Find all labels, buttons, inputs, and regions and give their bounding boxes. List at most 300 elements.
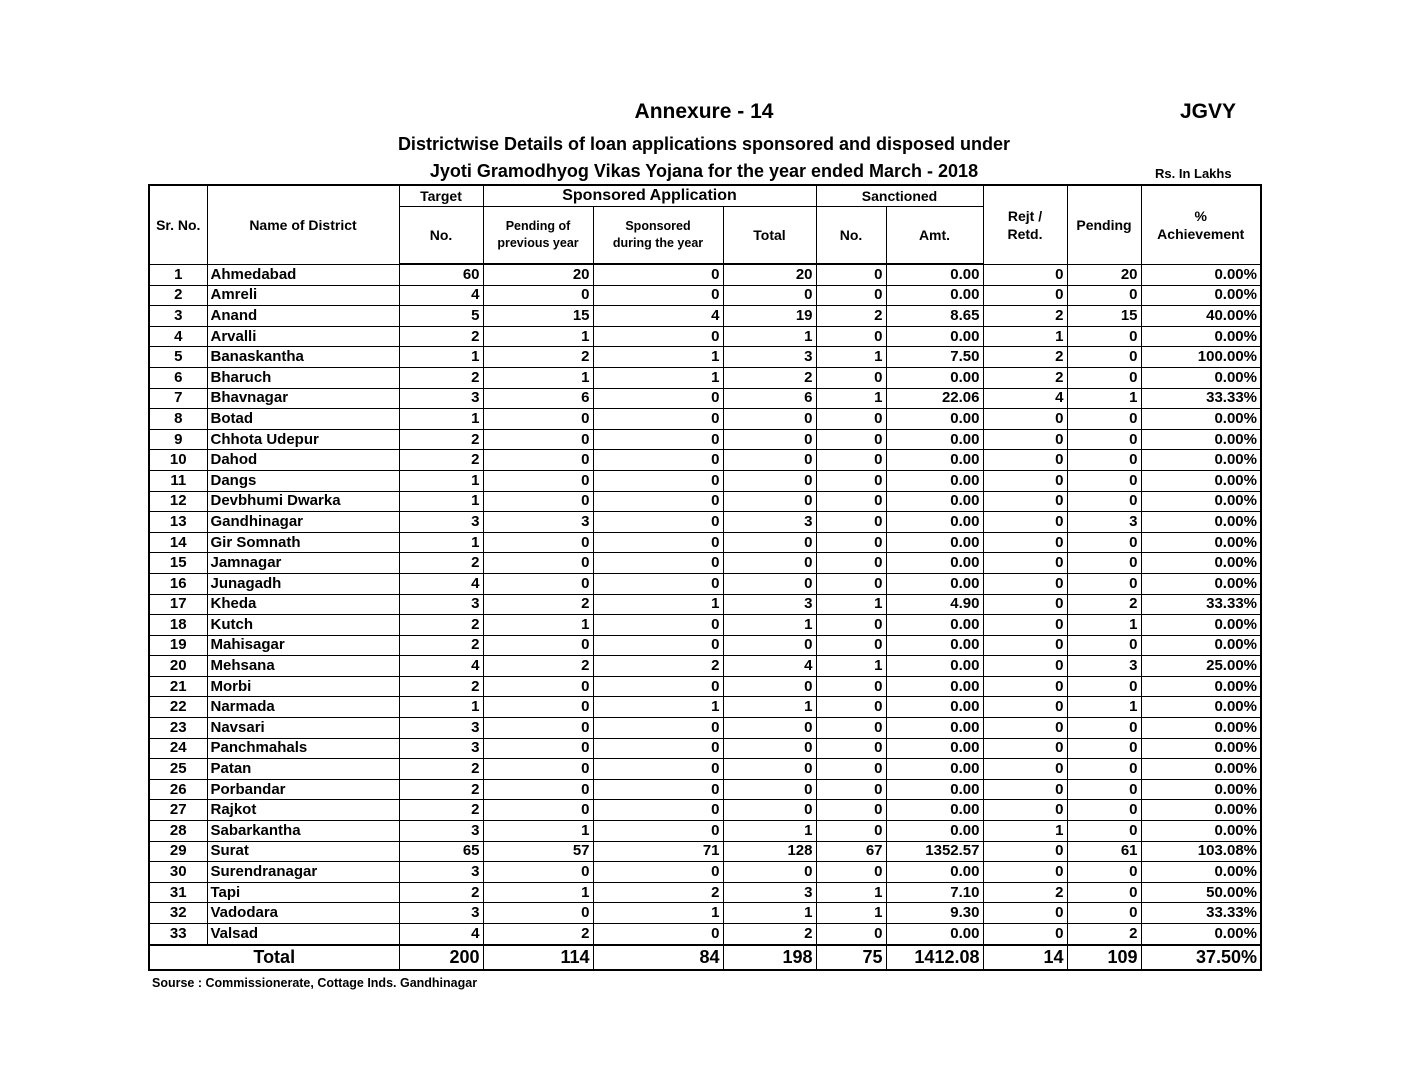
- cell-sr-no: 30: [149, 862, 207, 883]
- cell-sr-no: 21: [149, 676, 207, 697]
- cell-achievement: 0.00%: [1141, 285, 1261, 306]
- cell-pending: 0: [1067, 326, 1141, 347]
- table-row: [149, 738, 1261, 759]
- cell-achievement: 0.00%: [1141, 759, 1261, 780]
- cell-rejected: 0: [983, 676, 1067, 697]
- cell-sr-no: 16: [149, 573, 207, 594]
- cell-sponsored-year: 0: [593, 615, 723, 636]
- cell-sr-no: 14: [149, 532, 207, 553]
- cell-rejected: 0: [983, 264, 1067, 285]
- cell-total: 0: [723, 429, 816, 450]
- cell-target-no: 2: [399, 800, 483, 821]
- cell-sanctioned-no: 1: [816, 656, 886, 677]
- cell-district: Narmada: [207, 697, 399, 718]
- header-district: Name of District: [207, 185, 399, 264]
- cell-sanctioned-no: 0: [816, 285, 886, 306]
- cell-pending-prev: 0: [483, 676, 593, 697]
- header-sanctioned-amt: Amt.: [886, 207, 983, 265]
- cell-sanctioned-amt: 0.00: [886, 656, 983, 677]
- cell-sr-no: 32: [149, 903, 207, 924]
- cell-district: Junagadh: [207, 573, 399, 594]
- cell-achievement: 0.00%: [1141, 450, 1261, 471]
- cell-achievement: 40.00%: [1141, 306, 1261, 327]
- cell-sanctioned-amt: 0.00: [886, 264, 983, 285]
- cell-target-no: 2: [399, 882, 483, 903]
- cell-sanctioned-amt: 7.10: [886, 882, 983, 903]
- cell-pending: 0: [1067, 532, 1141, 553]
- cell-sponsored-year: 0: [593, 512, 723, 533]
- cell-pending: 2: [1067, 924, 1141, 945]
- cell-achievement: 33.33%: [1141, 388, 1261, 409]
- cell-total: 0: [723, 532, 816, 553]
- cell-total: 3: [723, 594, 816, 615]
- cell-rejected: 0: [983, 553, 1067, 574]
- cell-sponsored-year: 0: [593, 800, 723, 821]
- cell-rejected: 0: [983, 450, 1067, 471]
- cell-sr-no: 26: [149, 779, 207, 800]
- cell-target-no: 1: [399, 532, 483, 553]
- cell-pending-prev: 3: [483, 512, 593, 533]
- cell-sponsored-year: 0: [593, 779, 723, 800]
- cell-rejected: 0: [983, 841, 1067, 862]
- cell-district: Ahmedabad: [207, 264, 399, 285]
- cell-pending: 0: [1067, 800, 1141, 821]
- cell-total: 0: [723, 862, 816, 883]
- total-pending-prev: 114: [483, 945, 593, 970]
- cell-target-no: 4: [399, 656, 483, 677]
- header-group-sponsored: Sponsored Application: [483, 185, 816, 207]
- cell-sanctioned-amt: 0.00: [886, 697, 983, 718]
- cell-sanctioned-no: 0: [816, 821, 886, 842]
- cell-sanctioned-no: 0: [816, 800, 886, 821]
- cell-sanctioned-amt: 0.00: [886, 429, 983, 450]
- cell-pending: 0: [1067, 882, 1141, 903]
- cell-pending-prev: 0: [483, 697, 593, 718]
- units-label: Rs. In Lakhs: [1155, 166, 1232, 181]
- cell-achievement: 33.33%: [1141, 903, 1261, 924]
- cell-achievement: 0.00%: [1141, 264, 1261, 285]
- cell-target-no: 2: [399, 779, 483, 800]
- cell-sanctioned-amt: 0.00: [886, 532, 983, 553]
- cell-pending: 0: [1067, 903, 1141, 924]
- cell-sr-no: 19: [149, 635, 207, 656]
- cell-pending: 0: [1067, 429, 1141, 450]
- cell-achievement: 0.00%: [1141, 326, 1261, 347]
- cell-rejected: 0: [983, 491, 1067, 512]
- cell-sanctioned-amt: 8.65: [886, 306, 983, 327]
- cell-sr-no: 11: [149, 470, 207, 491]
- table-row: [149, 264, 1261, 285]
- header-pending-prev: Pending of previous year: [483, 207, 593, 265]
- table-row: [149, 656, 1261, 677]
- cell-total: 0: [723, 738, 816, 759]
- cell-district: Rajkot: [207, 800, 399, 821]
- cell-target-no: 5: [399, 306, 483, 327]
- cell-sanctioned-amt: 0.00: [886, 512, 983, 533]
- cell-sanctioned-amt: 0.00: [886, 326, 983, 347]
- cell-sr-no: 3: [149, 306, 207, 327]
- cell-total: 0: [723, 759, 816, 780]
- cell-rejected: 0: [983, 779, 1067, 800]
- cell-achievement: 0.00%: [1141, 409, 1261, 430]
- cell-pending-prev: 0: [483, 718, 593, 739]
- cell-target-no: 1: [399, 347, 483, 368]
- cell-district: Mehsana: [207, 656, 399, 677]
- cell-pending: 0: [1067, 367, 1141, 388]
- cell-sanctioned-no: 0: [816, 409, 886, 430]
- cell-pending: 3: [1067, 656, 1141, 677]
- cell-pending: 0: [1067, 862, 1141, 883]
- cell-rejected: 2: [983, 347, 1067, 368]
- total-rejected: 14: [983, 945, 1067, 970]
- cell-pending-prev: 1: [483, 882, 593, 903]
- cell-sponsored-year: 4: [593, 306, 723, 327]
- cell-sanctioned-no: 0: [816, 491, 886, 512]
- cell-target-no: 4: [399, 924, 483, 945]
- cell-sponsored-year: 0: [593, 573, 723, 594]
- table-row: [149, 573, 1261, 594]
- cell-target-no: 2: [399, 326, 483, 347]
- cell-total: 4: [723, 656, 816, 677]
- cell-pending: 2: [1067, 594, 1141, 615]
- cell-rejected: 0: [983, 862, 1067, 883]
- cell-sanctioned-amt: 0.00: [886, 676, 983, 697]
- cell-total: 0: [723, 409, 816, 430]
- cell-pending: 0: [1067, 470, 1141, 491]
- cell-achievement: 0.00%: [1141, 573, 1261, 594]
- page-title: Annexure - 14: [634, 100, 774, 123]
- cell-total: 0: [723, 470, 816, 491]
- cell-district: Dangs: [207, 470, 399, 491]
- cell-pending-prev: 2: [483, 347, 593, 368]
- cell-sanctioned-amt: 0.00: [886, 924, 983, 945]
- cell-total: 1: [723, 326, 816, 347]
- cell-pending-prev: 0: [483, 532, 593, 553]
- total-pending: 109: [1067, 945, 1141, 970]
- cell-pending-prev: 1: [483, 615, 593, 636]
- cell-district: Surat: [207, 841, 399, 862]
- cell-district: Amreli: [207, 285, 399, 306]
- cell-sanctioned-no: 0: [816, 532, 886, 553]
- table-row: [149, 759, 1261, 780]
- cell-achievement: 0.00%: [1141, 429, 1261, 450]
- table-row: [149, 862, 1261, 883]
- cell-sanctioned-amt: 22.06: [886, 388, 983, 409]
- cell-target-no: 3: [399, 594, 483, 615]
- cell-target-no: 2: [399, 553, 483, 574]
- cell-target-no: 1: [399, 409, 483, 430]
- table-row: [149, 779, 1261, 800]
- cell-pending-prev: 0: [483, 470, 593, 491]
- cell-sanctioned-no: 0: [816, 573, 886, 594]
- cell-district: Vadodara: [207, 903, 399, 924]
- cell-pending: 0: [1067, 635, 1141, 656]
- cell-sanctioned-amt: 0.00: [886, 409, 983, 430]
- cell-target-no: 2: [399, 759, 483, 780]
- cell-pending: 0: [1067, 491, 1141, 512]
- cell-sponsored-year: 0: [593, 388, 723, 409]
- cell-pending: 61: [1067, 841, 1141, 862]
- cell-sanctioned-amt: 0.00: [886, 615, 983, 636]
- cell-sr-no: 4: [149, 326, 207, 347]
- cell-sponsored-year: 0: [593, 738, 723, 759]
- cell-sanctioned-no: 0: [816, 264, 886, 285]
- table-row: [149, 594, 1261, 615]
- cell-total: 0: [723, 450, 816, 471]
- cell-sr-no: 31: [149, 882, 207, 903]
- cell-sr-no: 29: [149, 841, 207, 862]
- cell-rejected: 0: [983, 903, 1067, 924]
- cell-pending-prev: 0: [483, 800, 593, 821]
- cell-total: 128: [723, 841, 816, 862]
- cell-total: 0: [723, 676, 816, 697]
- cell-pending-prev: 0: [483, 738, 593, 759]
- cell-total: 1: [723, 903, 816, 924]
- cell-sr-no: 24: [149, 738, 207, 759]
- cell-district: Jamnagar: [207, 553, 399, 574]
- cell-district: Anand: [207, 306, 399, 327]
- cell-sanctioned-amt: 0.00: [886, 450, 983, 471]
- cell-sponsored-year: 0: [593, 285, 723, 306]
- cell-sponsored-year: 0: [593, 470, 723, 491]
- cell-achievement: 0.00%: [1141, 512, 1261, 533]
- header-group-target: Target: [399, 185, 483, 207]
- cell-sponsored-year: 0: [593, 409, 723, 430]
- cell-pending: 0: [1067, 676, 1141, 697]
- cell-rejected: 0: [983, 532, 1067, 553]
- cell-sanctioned-amt: 1352.57: [886, 841, 983, 862]
- cell-sr-no: 9: [149, 429, 207, 450]
- cell-achievement: 0.00%: [1141, 553, 1261, 574]
- cell-sanctioned-no: 0: [816, 697, 886, 718]
- cell-sanctioned-amt: 7.50: [886, 347, 983, 368]
- cell-sanctioned-no: 0: [816, 779, 886, 800]
- cell-district: Mahisagar: [207, 635, 399, 656]
- cell-rejected: 2: [983, 367, 1067, 388]
- cell-sanctioned-amt: 0.00: [886, 285, 983, 306]
- cell-sponsored-year: 0: [593, 429, 723, 450]
- cell-pending-prev: 6: [483, 388, 593, 409]
- cell-sanctioned-amt: 0.00: [886, 470, 983, 491]
- cell-rejected: 0: [983, 285, 1067, 306]
- cell-sr-no: 10: [149, 450, 207, 471]
- cell-sanctioned-no: 0: [816, 367, 886, 388]
- cell-target-no: 4: [399, 285, 483, 306]
- cell-pending: 0: [1067, 738, 1141, 759]
- cell-sponsored-year: 0: [593, 491, 723, 512]
- cell-sponsored-year: 2: [593, 882, 723, 903]
- cell-district: Chhota Udepur: [207, 429, 399, 450]
- cell-pending: 0: [1067, 347, 1141, 368]
- cell-pending-prev: 0: [483, 573, 593, 594]
- cell-sanctioned-no: 1: [816, 388, 886, 409]
- cell-sponsored-year: 0: [593, 450, 723, 471]
- cell-rejected: 0: [983, 924, 1067, 945]
- cell-rejected: 0: [983, 594, 1067, 615]
- cell-rejected: 2: [983, 306, 1067, 327]
- total-sponsored-year: 84: [593, 945, 723, 970]
- subtitle-line-1: Districtwise Details of loan applications sponsored and disposed under: [397, 134, 1011, 154]
- cell-target-no: 2: [399, 615, 483, 636]
- cell-sanctioned-amt: 9.30: [886, 903, 983, 924]
- cell-pending: 0: [1067, 553, 1141, 574]
- table-row: [149, 450, 1261, 471]
- cell-sr-no: 20: [149, 656, 207, 677]
- total-sanctioned-amt: 1412.08: [886, 945, 983, 970]
- cell-district: Kheda: [207, 594, 399, 615]
- cell-rejected: 0: [983, 470, 1067, 491]
- cell-target-no: 3: [399, 388, 483, 409]
- cell-rejected: 0: [983, 409, 1067, 430]
- cell-target-no: 2: [399, 635, 483, 656]
- cell-rejected: 0: [983, 697, 1067, 718]
- cell-pending-prev: 2: [483, 656, 593, 677]
- cell-achievement: 0.00%: [1141, 862, 1261, 883]
- cell-sr-no: 27: [149, 800, 207, 821]
- cell-target-no: 3: [399, 862, 483, 883]
- cell-pending: 0: [1067, 759, 1141, 780]
- total-achievement: 37.50%: [1141, 945, 1261, 970]
- cell-sr-no: 7: [149, 388, 207, 409]
- cell-sponsored-year: 2: [593, 656, 723, 677]
- cell-district: Tapi: [207, 882, 399, 903]
- cell-pending: 1: [1067, 388, 1141, 409]
- table-row: [149, 532, 1261, 553]
- cell-pending: 0: [1067, 779, 1141, 800]
- cell-pending-prev: 0: [483, 285, 593, 306]
- cell-sr-no: 28: [149, 821, 207, 842]
- cell-rejected: 1: [983, 326, 1067, 347]
- cell-achievement: 0.00%: [1141, 470, 1261, 491]
- cell-sr-no: 23: [149, 718, 207, 739]
- cell-district: Surendranagar: [207, 862, 399, 883]
- cell-pending-prev: 0: [483, 779, 593, 800]
- cell-sanctioned-no: 0: [816, 470, 886, 491]
- cell-district: Porbandar: [207, 779, 399, 800]
- cell-sr-no: 5: [149, 347, 207, 368]
- cell-pending-prev: 0: [483, 862, 593, 883]
- cell-pending-prev: 0: [483, 450, 593, 471]
- cell-district: Morbi: [207, 676, 399, 697]
- cell-pending-prev: 0: [483, 553, 593, 574]
- cell-pending-prev: 1: [483, 367, 593, 388]
- cell-sponsored-year: 0: [593, 635, 723, 656]
- cell-total: 3: [723, 347, 816, 368]
- cell-district: Devbhumi Dwarka: [207, 491, 399, 512]
- cell-sponsored-year: 71: [593, 841, 723, 862]
- cell-rejected: 0: [983, 573, 1067, 594]
- cell-sr-no: 13: [149, 512, 207, 533]
- table-row: [149, 491, 1261, 512]
- cell-rejected: 0: [983, 759, 1067, 780]
- table-row: [149, 800, 1261, 821]
- cell-district: Valsad: [207, 924, 399, 945]
- cell-sanctioned-no: 0: [816, 450, 886, 471]
- cell-achievement: 0.00%: [1141, 800, 1261, 821]
- cell-sponsored-year: 0: [593, 676, 723, 697]
- cell-pending: 0: [1067, 450, 1141, 471]
- cell-target-no: 2: [399, 450, 483, 471]
- total-label: Total: [149, 945, 399, 970]
- scheme-code: JGVY: [1179, 100, 1236, 123]
- cell-sanctioned-amt: 0.00: [886, 738, 983, 759]
- cell-pending-prev: 0: [483, 409, 593, 430]
- cell-rejected: 0: [983, 738, 1067, 759]
- cell-achievement: 0.00%: [1141, 615, 1261, 636]
- cell-sr-no: 33: [149, 924, 207, 945]
- cell-achievement: 50.00%: [1141, 882, 1261, 903]
- cell-total: 0: [723, 491, 816, 512]
- cell-pending: 0: [1067, 409, 1141, 430]
- cell-target-no: 1: [399, 697, 483, 718]
- cell-total: 1: [723, 821, 816, 842]
- cell-sanctioned-amt: 4.90: [886, 594, 983, 615]
- header-group-sanctioned: Sanctioned: [816, 185, 983, 207]
- header-total: Total: [723, 207, 816, 265]
- cell-rejected: 0: [983, 635, 1067, 656]
- cell-sanctioned-amt: 0.00: [886, 862, 983, 883]
- cell-sr-no: 6: [149, 367, 207, 388]
- total-target-no: 200: [399, 945, 483, 970]
- cell-sr-no: 8: [149, 409, 207, 430]
- cell-sanctioned-amt: 0.00: [886, 573, 983, 594]
- cell-target-no: 1: [399, 491, 483, 512]
- table-row: [149, 903, 1261, 924]
- header-pending: Pending: [1067, 185, 1141, 264]
- cell-achievement: 0.00%: [1141, 697, 1261, 718]
- loan-applications-table: [148, 184, 1262, 971]
- cell-sponsored-year: 0: [593, 759, 723, 780]
- cell-achievement: 0.00%: [1141, 779, 1261, 800]
- table-row: [149, 924, 1261, 945]
- cell-sr-no: 18: [149, 615, 207, 636]
- table-row: [149, 882, 1261, 903]
- cell-sponsored-year: 1: [593, 367, 723, 388]
- cell-sanctioned-no: 1: [816, 882, 886, 903]
- cell-target-no: 3: [399, 512, 483, 533]
- total-row: [149, 945, 1261, 970]
- cell-pending-prev: 0: [483, 491, 593, 512]
- cell-pending-prev: 2: [483, 924, 593, 945]
- cell-achievement: 100.00%: [1141, 347, 1261, 368]
- table-body: [149, 264, 1261, 970]
- cell-target-no: 1: [399, 470, 483, 491]
- header-sanctioned-no: No.: [816, 207, 886, 265]
- cell-total: 2: [723, 367, 816, 388]
- cell-rejected: 0: [983, 800, 1067, 821]
- cell-target-no: 3: [399, 718, 483, 739]
- cell-total: 3: [723, 882, 816, 903]
- cell-pending: 0: [1067, 285, 1141, 306]
- cell-district: Sabarkantha: [207, 821, 399, 842]
- cell-pending-prev: 57: [483, 841, 593, 862]
- cell-pending-prev: 0: [483, 759, 593, 780]
- header-sponsored-year: Sponsored during the year: [593, 207, 723, 265]
- header-achievement: % Achievement: [1141, 185, 1261, 264]
- cell-sr-no: 12: [149, 491, 207, 512]
- header-rejected: Rejt / Retd.: [983, 185, 1067, 264]
- cell-target-no: 2: [399, 676, 483, 697]
- cell-sponsored-year: 1: [593, 347, 723, 368]
- table-row: [149, 326, 1261, 347]
- cell-sanctioned-no: 0: [816, 635, 886, 656]
- cell-sanctioned-no: 0: [816, 615, 886, 636]
- cell-total: 20: [723, 264, 816, 285]
- cell-sponsored-year: 1: [593, 594, 723, 615]
- cell-district: Panchmahals: [207, 738, 399, 759]
- cell-sanctioned-no: 2: [816, 306, 886, 327]
- cell-rejected: 0: [983, 429, 1067, 450]
